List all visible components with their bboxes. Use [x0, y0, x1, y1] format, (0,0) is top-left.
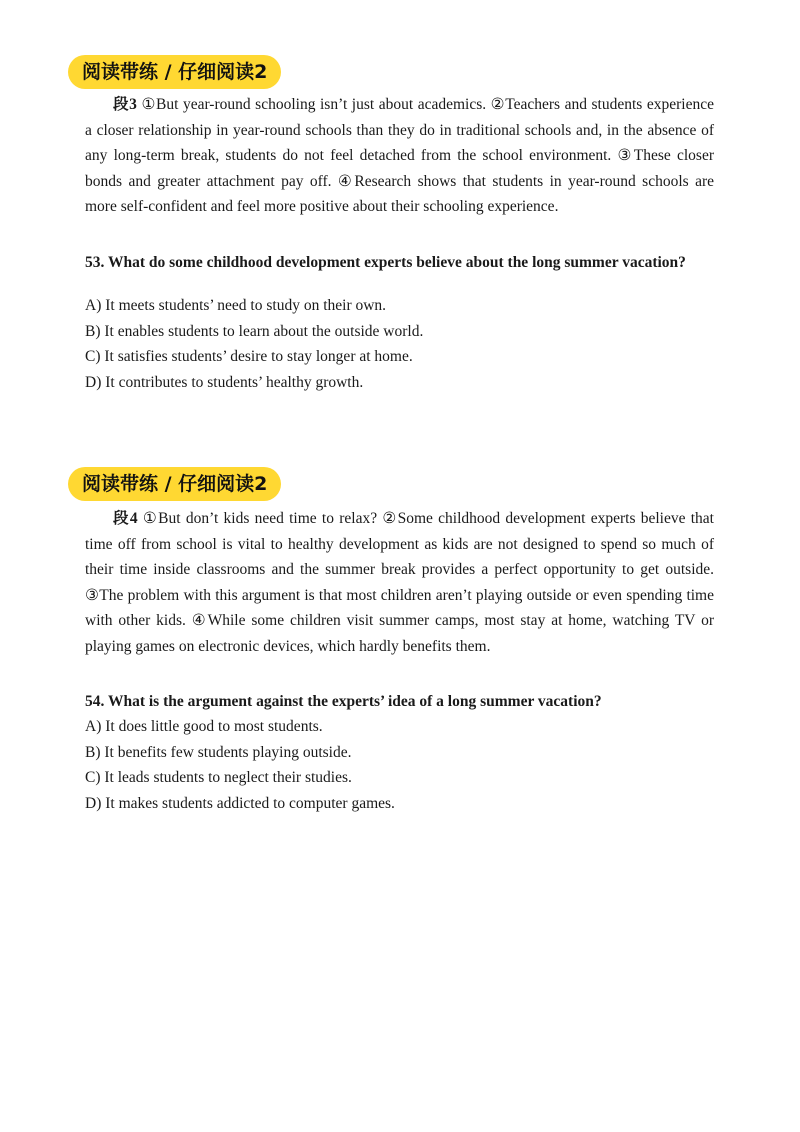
option-c: C) It leads students to neglect their studies. — [85, 769, 352, 787]
paragraph-label: 段3 — [113, 96, 137, 113]
section-banner: 阅读带练 / 仔细阅读2 — [68, 55, 281, 89]
paragraph-text: ①But don’t kids need time to relax? ②Some childhood development experts believe that time off from school is vital to healthy development as kids are not designed to spend so much of their time inside classrooms and the summer break provides a perfect opportunity to get outside. ③The problem with this argument is that most children aren’t playing outside or even spending time with other kids. ④While some children visit summer camps, most stay at home, watching TV or playing games on electronic devices, which hardly benefits them. — [85, 510, 714, 655]
answer-options — [85, 714, 714, 816]
option-b: B) It benefits few students playing outside. — [85, 743, 352, 761]
option-b: B) It enables students to learn about the outside world. — [85, 322, 424, 340]
answer-options — [85, 293, 714, 395]
passage-paragraph — [85, 92, 714, 220]
option-a: A) It does little good to most students. — [85, 718, 323, 735]
option-c: C) It satisfies students’ desire to stay longer at home. — [85, 348, 413, 366]
paragraph-label: 段4 — [113, 510, 138, 527]
option-a: A) It meets students’ need to study on their own. — [85, 297, 387, 314]
option-d: D) It makes students addicted to computer games. — [85, 794, 395, 812]
section-banner: 阅读带练 / 仔细阅读2 — [68, 467, 281, 501]
paragraph-text: ①But year-round schooling isn’t just about academics. ②Teachers and students experience a closer relationship in year-round schools than they do in traditional schools and, in the absence of any long-term break, students do not feel detached from the school environment. ③These closer bonds and greater attachment pay off. ④Research shows that students in year-round schools are more self-confident and feel more positive about their schooling experience. — [85, 96, 714, 216]
passage-paragraph — [85, 506, 714, 660]
question-text: 54. What is the argument against the experts’ idea of a long summer vacation? — [85, 693, 602, 710]
question-text: 53. What do some childhood development experts believe about the long summer vacation? — [85, 254, 686, 271]
option-d: D) It contributes to students’ healthy growth. — [85, 373, 364, 391]
